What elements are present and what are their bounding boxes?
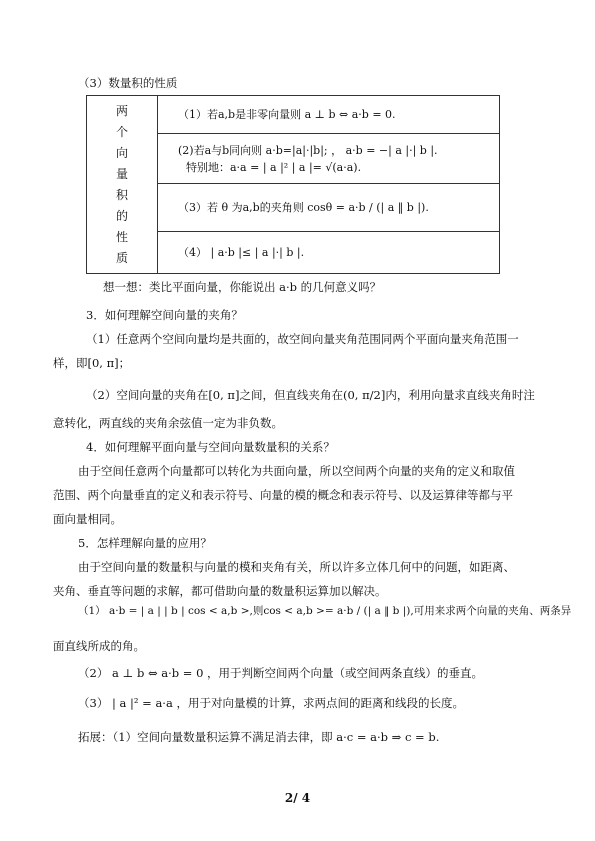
property-line: （1）若a,b是非零向量则 a ⊥ b ⇔ a·b = 0. [178,108,396,121]
property-line: （3）若 θ 为a,b的夹角则 cosθ = a·b / (| a ‖ b |). [178,201,429,214]
property-row [158,184,500,232]
category-char: 的 [115,209,128,223]
category-char: 质 [115,251,128,265]
application-line: （1） a·b = | a | | b | cos < a,b >,则cos < a,b >= a·b / (| a ‖ b |),可用来求两个向量的夹角、两条异 [78,605,572,617]
question-4-title: 4．如何理解平面向量与空间向量数量积的关系？ [86,440,335,454]
paragraph-line: 面直线所成的角。 [53,639,145,653]
paragraph-line: 由于空间向量的数量积与向量的模和夹角有关，所以许多立体几何中的问题，如距离、 [78,560,515,574]
think-prompt: 想一想：类比平面向量，你能说出 a·b 的几何意义吗？ [103,280,382,294]
property-row [158,134,500,184]
paragraph-line: （2）空间向量的夹角在[0, π]之间，但直线夹角在(0, π/2]内，利用向量求直线夹角时注 [86,388,535,402]
properties-table [86,95,500,274]
category-char: 积 [115,188,128,202]
category-char: 性 [115,230,128,244]
question-5-title: 5．怎样理解向量的应用？ [78,536,212,550]
paragraph-line: 面向量相同。 [53,512,122,526]
category-char: 向 [115,146,128,160]
paragraph-line: 意转化，两直线的夹角余弦值一定为非负数。 [53,416,283,430]
property-line: (2)若a与b同向则 a·b=|a|·|b|; ， a·b = −| a |·| b |. [178,143,438,157]
table-category-cell [87,96,158,274]
section-heading: （3）数量积的性质 [78,76,178,90]
paragraph-line: 样，即[0, π]； [53,356,131,370]
paragraph-line: 范围、两个向量垂直的定义和表示符号、向量的模的概念和表示符号、以及运算律等都与平 [53,488,513,502]
application-line: （3） | a |² = a·a ，用于对向量模的计算，求两点间的距离和线段的长度。 [78,696,464,710]
paragraph-line: 夹角、垂直等问题的求解，都可借助向量的数量积运算加以解决。 [53,584,387,598]
property-row [158,96,500,134]
category-char: 个 [115,125,128,139]
property-line: 特别地：a·a = | a |² | a |= √(a·a). [186,160,362,174]
question-3-title: 3．如何理解空间向量的夹角？ [86,308,243,322]
category-char: 量 [115,167,128,181]
property-line: （4） | a·b |≤ | a |·| b |. [178,246,305,259]
extension-line: 拓展：（1）空间向量数量积运算不满足消去律，即 a·c = a·b ⇒ c = b. [78,730,440,744]
paragraph-line: （1）任意两个空间向量均是共面的，故空间向量夹角范围同两个平面向量夹角范围一 [86,332,519,346]
property-row [158,232,500,274]
application-line: （2） a ⊥ b ⇔ a·b = 0 ，用于判断空间两个向量（或空间两条直线）的垂直。 [78,666,484,680]
page-number: 2/ 4 [284,791,311,805]
paragraph-line: 由于空间任意两个向量都可以转化为共面向量，所以空间两个向量的夹角的定义和取值 [78,464,515,478]
category-char: 两 [115,104,128,118]
